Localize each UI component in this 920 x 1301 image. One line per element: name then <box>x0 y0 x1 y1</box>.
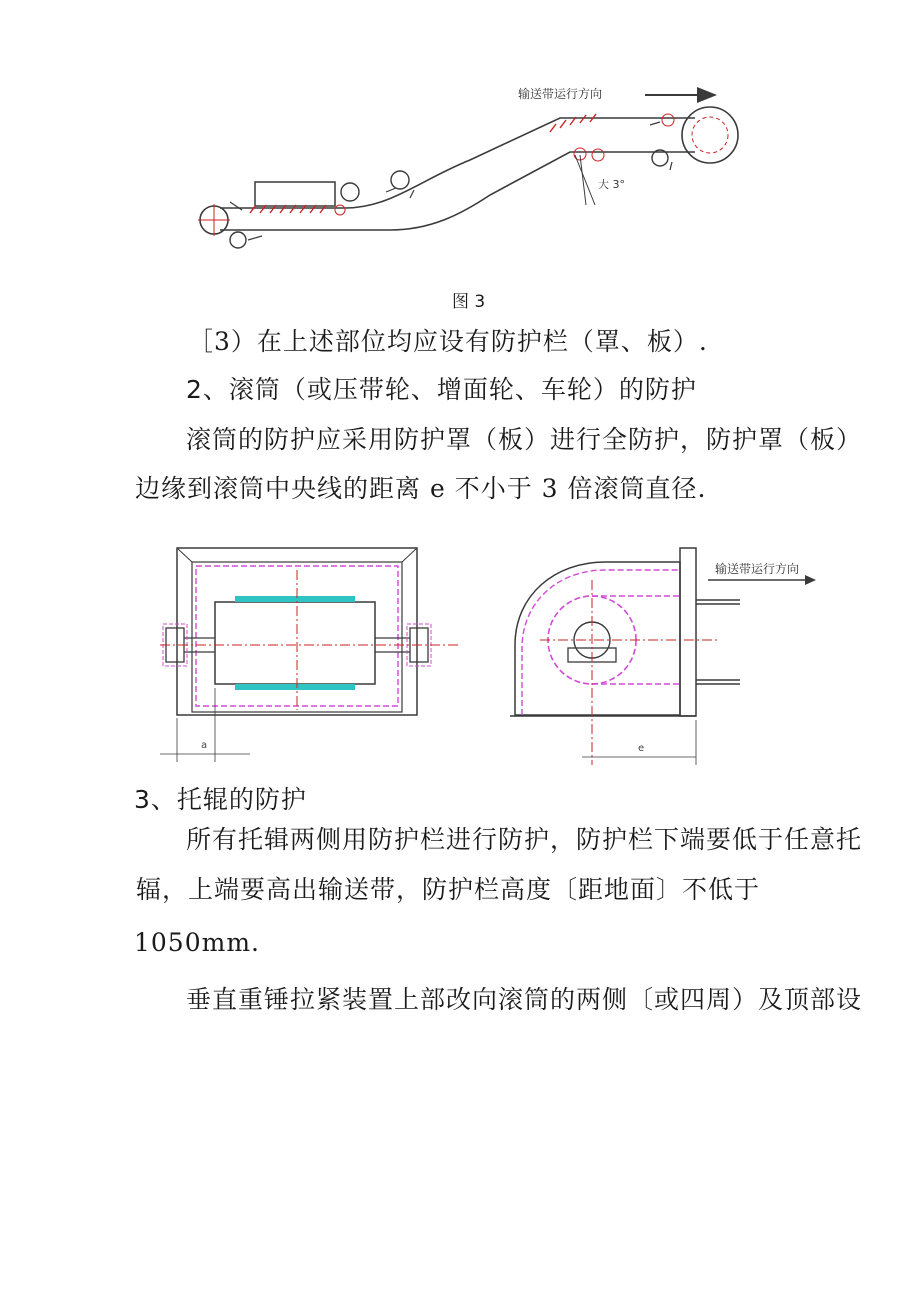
guard-figures <box>160 540 820 775</box>
dimension-a-label: a <box>201 740 208 751</box>
idler-guard-line-3: 1050mm. <box>134 928 260 957</box>
section-2-heading: 2、滚筒（或压带轮、增面轮、车轮）的防护 <box>186 375 697 404</box>
dimension-e-label: e <box>638 743 645 754</box>
drum-guard-line-1: 滚筒的防护应采用防护罩（板）进行全防护，防护罩（板） <box>186 425 863 454</box>
drum-guard-line-2: 边缘到滚筒中央线的距离 e 不小于 3 倍滚筒直径. <box>135 474 707 503</box>
drum-guard-side-view <box>510 548 816 765</box>
belt-top <box>220 118 695 208</box>
belt-edge-top <box>235 596 355 602</box>
direction-label: 输送带运行方向 <box>518 87 603 101</box>
snub-roller <box>341 183 359 201</box>
conveyor-diagram <box>190 80 750 260</box>
item-3-text: ［3）在上述部位均应设有防护栏（罩、板）. <box>188 327 708 356</box>
idler-guard-line-2: 辐，上端要高出输送带，防护栏高度〔距地面〕不低于 <box>136 875 761 904</box>
drum-guard-front-view <box>160 548 460 762</box>
side-direction-label: 输送带运行方向 <box>715 562 800 576</box>
figure-3 <box>190 80 750 260</box>
load-hopper <box>255 182 335 206</box>
tension-device-line: 垂直重锤拉紧装置上部改向滚筒的两侧〔或四周）及顶部设 <box>186 985 863 1014</box>
direction-arrow-icon <box>805 575 816 585</box>
belt-edge-bottom <box>235 684 355 690</box>
danger-zone-marks <box>250 114 596 213</box>
angle-label: 大 3° <box>598 178 625 191</box>
bend-roller <box>391 171 409 189</box>
section-3-heading: 3、托辊的防护 <box>134 785 307 814</box>
idler-guard-line-1: 所有托辑两侧用防护栏进行防护，防护栏下端要低于任意托 <box>186 825 863 854</box>
head-pulley <box>682 107 738 163</box>
figure-3-caption: 图 3 <box>452 292 486 312</box>
